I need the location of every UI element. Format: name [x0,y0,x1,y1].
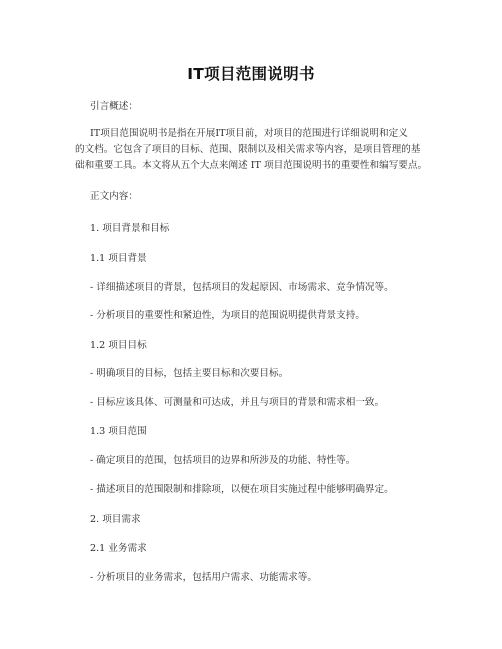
section-1-heading: 1. 项目背景和目标 [90,223,170,234]
list-item: - 描述项目的范围限制和排除项，以便在项目实施过程中能够明确界定。 [90,484,394,495]
intro-paragraph-line-3: 础和重要工具。本文将从五个大点来阐述 IT 项目范围说明书的重要性和编写要点。 [75,160,428,171]
list-item: - 确定项目的范围，包括项目的边界和所涉及的功能、特性等。 [90,455,356,466]
intro-paragraph-line-1: IT项目范围说明书是指在开展IT项目前，对项目的范围进行详细说明和定义 [90,128,408,139]
intro-paragraph-line-2: 的文档。它包含了项目的目标、范围、限制以及相关需求等内容，是项目管理的基 [75,144,421,155]
subsection-1-3-heading: 1.3 项目范围 [90,426,147,437]
list-item: - 目标应该具体、可测量和可达成，并且与项目的背景和需求相一致。 [90,397,385,408]
subsection-2-1-heading: 2.1 业务需求 [90,543,147,554]
list-item: - 详细描述项目的背景，包括项目的发起原因、市场需求、竞争情况等。 [90,282,394,293]
section-2-heading: 2. 项目需求 [90,514,141,525]
list-item: - 明确项目的目标，包括主要目标和次要目标。 [90,368,289,379]
subsection-1-2-heading: 1.2 项目目标 [90,340,147,351]
body-heading: 正文内容： [90,191,138,202]
list-item: - 分析项目的重要性和紧迫性，为项目的范围说明提供背景支持。 [90,310,365,321]
subsection-1-1-heading: 1.1 项目背景 [90,253,147,264]
document-title: IT项目范围说明书 [187,65,315,83]
list-item: - 分析项目的业务需求，包括用户需求、功能需求等。 [90,572,317,583]
intro-heading: 引言概述： [90,101,138,112]
